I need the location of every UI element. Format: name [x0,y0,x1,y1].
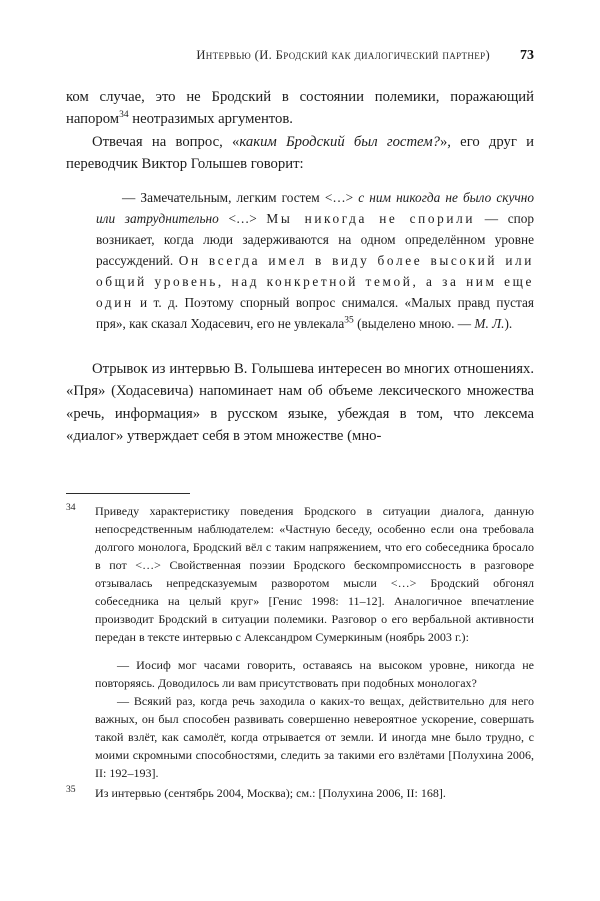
footnote-35-text: Из интервью (сентябрь 2004, Москва); см.: [Полухина 2006, II: 168]. [95,786,446,800]
quote-italic-attribution: М. Л. [474,315,505,331]
body-paragraph-3: Отрывок из интервью В. Голышева интересен во многих отношениях. «Пря» (Ходасевича) напоминает нам об объеме лексического множества «речь, информация» в русском языке, убеждая в том, что лексема «диалог» утверждает себя в этом множестве (мно- [66,361,534,445]
footnote-reference-35[interactable]: 35 [344,315,354,326]
footnote-34-inner-quote [95,656,534,782]
footnote-34-inner-quote-line-1: — Иосиф мог часами говорить, оставаясь на высоком уровне, никогда не повторяясь. Доводилось ли вам присутствовать при подобных монологах? [95,658,534,690]
footnote-34-inner-quote-line-2: — Всякий раз, когда речь заходила о каких-то вещах, действительно для него важных, он был способен развивать совершенно невероятное ускорение, совершать такой взлёт, как самолёт, когда отрывается от земли. И иногда мне было трудно, с моими скромными способностями, следить за такими его взлётами [Полухина 2006, II: 192–193]. [95,694,534,780]
quote-text-a: — Замечательным, легким гостем <…> [122,190,359,205]
paragraph-2-text-a: Отвечая на вопрос, « [92,133,240,150]
quote-text-e: (выделено мною. — [353,315,475,331]
quote-text-c: — спор возникает, когда люди задерживаются на одном определённом уровне рассуждений. [96,210,535,268]
quote-spaced-emphasis-2: Он всегда имел в виду более высокий или общий уровень, над конкретной темой, а за ним еще один [96,252,534,310]
footnote-34-body [95,502,534,782]
paragraph-1-text-b: неотразимых аргументов. [128,111,293,128]
body-text-block-after-quote [66,358,534,448]
paragraph-1-text-a: ком случае, это не Бродский в состоянии полемики, поражающий напором [66,89,534,128]
block-quotation [96,188,534,335]
quote-spaced-emphasis-1: Мы никогда не спорили [266,210,476,226]
footnote-separator-rule [66,493,190,494]
footnote-35-body [95,784,534,802]
footnote-35-wrapper [66,784,534,802]
paragraph-2-text-b: », его друг и переводчик Виктор Голышев говорит: [66,133,534,173]
footnote-34-number: 34 [66,502,76,513]
footnote-34 [66,502,534,782]
paragraph-2-italic-question: каким Бродский был гостем? [239,133,440,150]
footnote-34-text: Приведу характеристику поведения Бродского в ситуации диалога, данную непосредственным наблюдателем: «Частную беседу, особенно если она требовала долгого монолога, Бродский вёл с таким напряжением, что его собеседника бросало в пот <…> Свойственная поэзии Бродского бескомпромиссность в разговоре отзывалась непредсказуемым разворотом мысли <…> Бродский обгонял собеседника на целый круг» [Генис 1998: 11–12]. Аналогичное впечатление производит Бродский в ситуации полемики. Разговор о его вербальной активности передан в тексте интервью с Александром Сумеркиным (ноябрь 2003 г.): [95,504,534,644]
body-paragraph-1 [66,86,534,131]
running-head-title: Интервью (И. Бродский как диалогический партнер) [196,48,490,62]
block-quotation-paragraph [96,188,534,335]
footnote-area [66,502,534,782]
footnote-reference-34[interactable]: 34 [119,110,129,121]
quote-text-d: и т. д. Поэтому спорный вопрос снимался. «Малых правд пустая пря», как сказал Ходасевич, его не увлекала [96,294,534,331]
body-text-block [66,86,534,176]
footnote-35 [66,784,534,802]
page-number: 73 [520,48,534,63]
quote-text-f: ). [504,315,513,331]
quote-text-b: <…> [218,210,267,226]
footnote-35-number: 35 [66,784,76,795]
running-head [66,48,534,64]
body-paragraph-2 [66,131,534,176]
quote-italic-a: с ним никогда не было скучно или затруднительно [96,190,534,226]
